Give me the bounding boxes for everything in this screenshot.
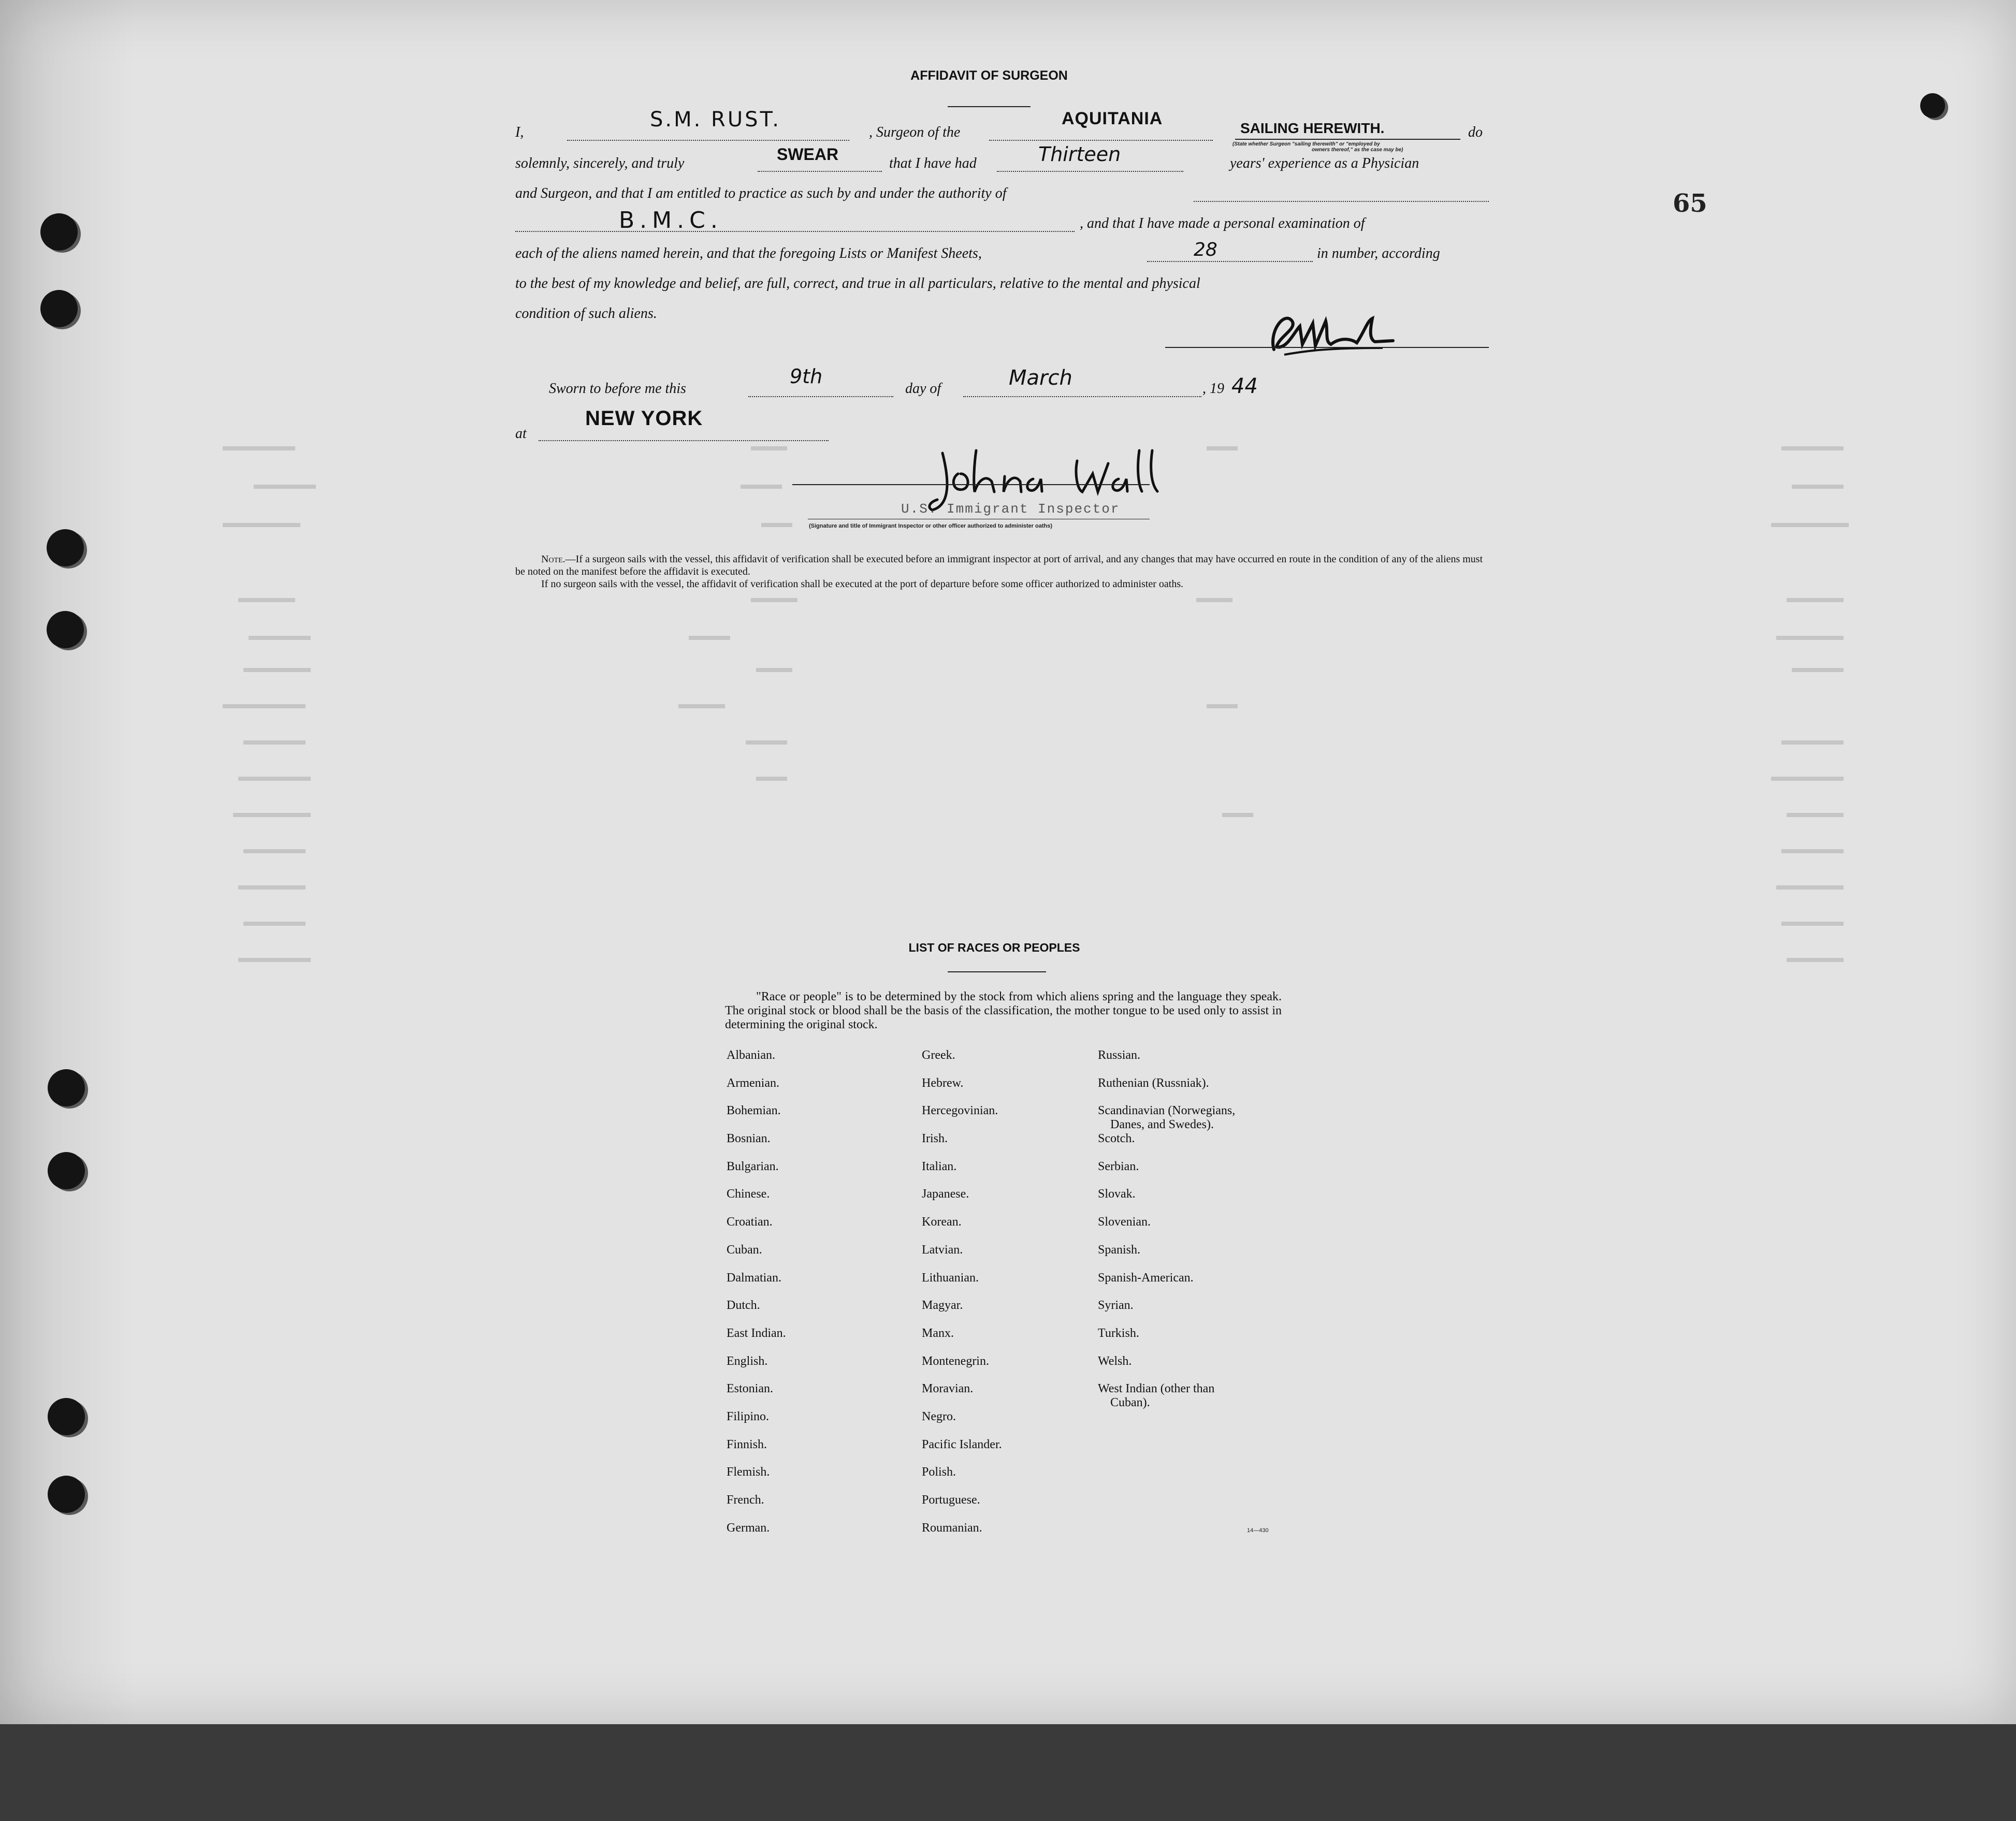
fill-line [515, 231, 1075, 232]
punch-hole [48, 1476, 85, 1513]
note-text-2: If no surgeon sails with the vessel, the affidavit of verification shall be executed at the port of departure before some officer authorized to administer oaths. [541, 578, 1184, 590]
line1-pre: I, [515, 124, 524, 140]
line2-pre: solemnly, sincerely, and truly [515, 155, 685, 171]
affidavit-line-3 [515, 185, 1489, 202]
surgeon-name: S.M. RUST. [650, 108, 781, 132]
races-column-1 [727, 1048, 786, 1549]
race-item: Bohemian. [727, 1104, 781, 1118]
race-item: Manx. [922, 1326, 954, 1340]
race-item: Albanian. [727, 1048, 775, 1062]
races-column-3 [1098, 1048, 1235, 1410]
race-item: Japanese. [922, 1187, 969, 1201]
race-item: Dalmatian. [727, 1271, 781, 1285]
sworn-pre: Sworn to before me this [549, 381, 686, 397]
race-item: Magyar. [922, 1299, 963, 1313]
punch-hole [48, 1069, 85, 1106]
sailing-status: SAILING HEREWITH. [1240, 120, 1385, 136]
affidavit-title: AFFIDAVIT OF SURGEON [910, 68, 1068, 83]
line1-mid: , Surgeon of the [869, 124, 961, 140]
punch-hole [48, 1152, 85, 1189]
status-note: (State whether Surgeon "sailing therewith" or "employed by [1232, 141, 1380, 147]
race-item: Welsh. [1098, 1354, 1132, 1368]
note-lead: Note. [541, 553, 565, 565]
form-number: 14—430 [1247, 1527, 1269, 1534]
title-rule [948, 106, 1031, 107]
sworn-line [549, 365, 1522, 398]
race-item: German. [727, 1521, 770, 1535]
race-item: Irish. [922, 1132, 948, 1146]
race-item: Russian. [1098, 1048, 1141, 1062]
note-paragraph [515, 553, 1489, 590]
race-item: Korean. [922, 1215, 962, 1229]
status-note: owners thereof," as the case may be) [1312, 147, 1403, 153]
inspector-title: U.S. Immigrant Inspector [901, 501, 1120, 517]
page-number: 65 [1673, 189, 1707, 218]
affidavit-line-5 [515, 239, 1489, 262]
race-item: Croatian. [727, 1215, 773, 1229]
race-item: Bosnian. [727, 1132, 771, 1146]
fill-line [567, 140, 849, 141]
race-item: East Indian. [727, 1326, 786, 1340]
line3-text: and Surgeon, and that I am entitled to practice as such by and under the authority of [515, 185, 1007, 201]
fill-line [989, 140, 1213, 141]
inspector-signature-line [792, 484, 1150, 485]
race-item: Finnish. [727, 1437, 767, 1451]
race-item: Scandinavian (Norwegians, Danes, and Swedes). [1098, 1104, 1236, 1132]
race-item: English. [727, 1354, 768, 1368]
fill-line [1235, 139, 1460, 140]
race-item: Hercegovinian. [922, 1104, 998, 1118]
sworn-month: March [1009, 366, 1072, 390]
punch-hole [47, 529, 84, 566]
race-item: Filipino. [727, 1409, 770, 1423]
race-item: Latvian. [922, 1243, 963, 1257]
race-item: West Indian (other than Cuban). [1098, 1382, 1215, 1410]
place-value: NEW YORK [585, 407, 703, 430]
punch-hole [40, 213, 78, 251]
punch-hole [1920, 93, 1945, 118]
race-item: Moravian. [922, 1382, 974, 1396]
place-line [515, 407, 1489, 442]
races-title: LIST OF RACES OR PEOPLES [908, 941, 1080, 954]
race-item: Turkish. [1098, 1326, 1139, 1340]
place-pre: at [515, 426, 527, 442]
race-item: Greek. [922, 1048, 955, 1062]
punch-hole [48, 1398, 85, 1435]
race-item: Lithuanian. [922, 1271, 979, 1285]
sworn-year: 44 [1231, 374, 1258, 398]
line2-post: years' experience as a Physician [1230, 155, 1419, 171]
race-item: Syrian. [1098, 1299, 1134, 1313]
fill-line [758, 171, 882, 172]
line4-post: , and that I have made a personal examination of [1080, 215, 1365, 231]
race-item: Slovenian. [1098, 1215, 1151, 1229]
fill-line [748, 396, 893, 397]
race-item: Montenegrin. [922, 1354, 989, 1368]
authority: B.M.C. [619, 207, 723, 234]
race-item: Cuban. [727, 1243, 762, 1257]
fill-line [1194, 201, 1489, 202]
race-item: Spanish. [1098, 1243, 1141, 1257]
oath-word: SWEAR [777, 145, 839, 164]
years-experience: Thirteen [1038, 143, 1121, 166]
affidavit-line-1 [515, 108, 1489, 153]
race-item: Pacific Islander. [922, 1437, 1002, 1451]
sworn-mid: day of [905, 381, 941, 397]
race-item: Polish. [922, 1465, 956, 1479]
signature-line [1165, 347, 1489, 348]
line5-pre: each of the aliens named herein, and that the foregoing Lists or Manifest Sheets, [515, 245, 982, 261]
race-item: French. [727, 1493, 764, 1507]
race-item: Spanish-American. [1098, 1271, 1194, 1285]
race-item: Dutch. [727, 1299, 760, 1313]
race-item: Scotch. [1098, 1132, 1135, 1146]
race-item: Slovak. [1098, 1187, 1136, 1201]
note-text-1: —If a surgeon sails with the vessel, this affidavit of verification shall be executed before an immigrant inspector at port of arrival, and any changes that may have occurred en route in the condition of any of the aliens must be noted on the manifest before the affidavit is executed. [515, 553, 1483, 577]
race-item: Armenian. [727, 1076, 779, 1090]
surgeon-signature [1264, 300, 1398, 362]
race-item: Roumanian. [922, 1521, 982, 1535]
race-item: Estonian. [727, 1382, 773, 1396]
race-item: Ruthenian (Russniak). [1098, 1076, 1209, 1090]
race-item: Portuguese. [922, 1493, 980, 1507]
race-item: Flemish. [727, 1465, 770, 1479]
races-column-2 [922, 1048, 1002, 1549]
punch-hole [47, 611, 84, 648]
fill-line [997, 171, 1183, 172]
line2-mid: that I have had [889, 155, 977, 171]
sworn-year-prefix: , 19 [1202, 381, 1224, 397]
line1-post: do [1468, 124, 1483, 140]
race-item: Chinese. [727, 1187, 770, 1201]
race-item: Negro. [922, 1409, 956, 1423]
race-item: Hebrew. [922, 1076, 964, 1090]
affidavit-line-6: to the best of my knowledge and belief, are full, correct, and true in all particulars, relative to the mental and physical [515, 275, 1200, 292]
races-title-rule [948, 971, 1046, 972]
inspector-caption: (Signature and title of Immigrant Inspector or other officer authorized to administer oaths) [809, 523, 1052, 529]
vessel-name: AQUITANIA [1062, 109, 1163, 128]
fill-line [539, 440, 829, 441]
fill-line [963, 396, 1201, 397]
binding-shadow [0, 0, 135, 1724]
race-item: Bulgarian. [727, 1159, 779, 1173]
line5-post: in number, according [1317, 245, 1440, 261]
sworn-day: 9th [790, 365, 823, 388]
punch-hole [40, 290, 78, 327]
sheet-count: 28 [1194, 239, 1217, 260]
race-item: Italian. [922, 1159, 957, 1173]
race-item: Serbian. [1098, 1159, 1139, 1173]
fill-line [1147, 261, 1313, 262]
affidavit-line-7: condition of such aliens. [515, 305, 657, 322]
races-intro: "Race or people" is to be determined by the stock from which aliens spring and the language they speak. The original stock or blood shall be the basis of the classification, the mother tongue to be used only to assist in determining the original stock. [725, 990, 1282, 1031]
